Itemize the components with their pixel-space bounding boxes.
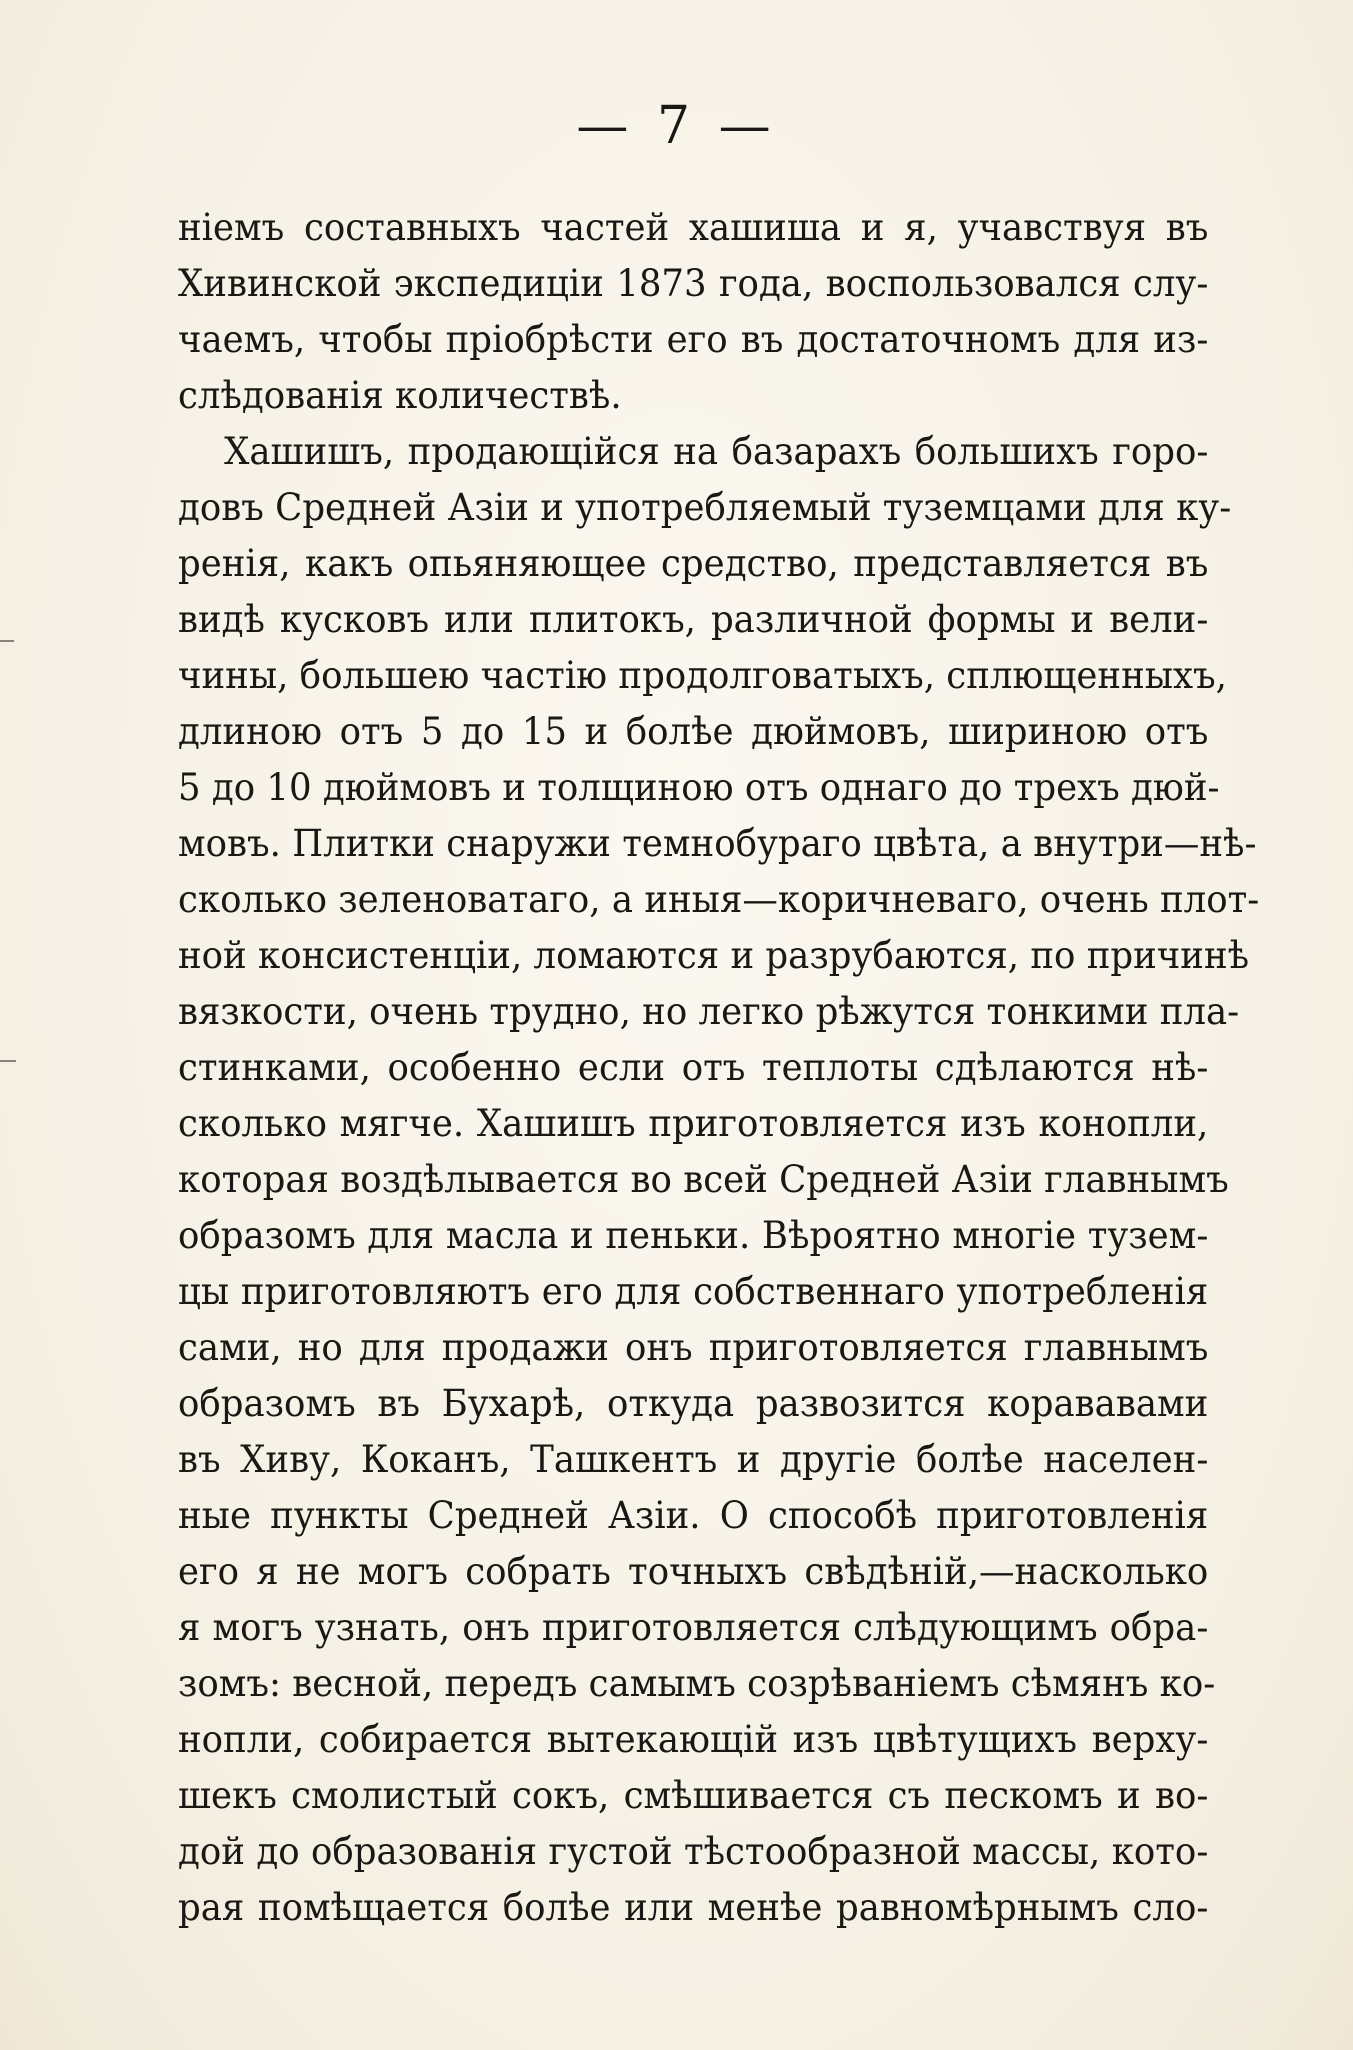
- text-line: стинками, особенно если отъ теплоты сдѣлаются нѣ-: [178, 1046, 1209, 1089]
- text-line: вязкости, очень трудно, но легко рѣжутся тонкими пла-: [178, 990, 1240, 1033]
- text-line: чины, большею частію продолговатыхъ, сплющенныхъ,: [178, 654, 1227, 697]
- text-line: сами, но для продажи онъ приготовляется главнымъ: [178, 1326, 1209, 1369]
- text-line: сколько зеленоватаго, а иныя—коричневаго, очень плот-: [178, 878, 1260, 921]
- text-line: Хивинской экспедиціи 1873 года, воспользовался слу-: [178, 262, 1209, 305]
- text-line: сколько мягче. Хашишъ приготовляется изъ конопли,: [178, 1102, 1209, 1145]
- text-line: я могъ узнать, онъ приготовляется слѣдующимъ обра-: [178, 1606, 1209, 1649]
- text-line: ренія, какъ опьяняющее средство, представляется въ: [178, 542, 1209, 585]
- margin-mark: [0, 640, 14, 642]
- text-line: 5 до 10 дюймовъ и толщиною отъ однаго до трехъ дюй-: [178, 766, 1220, 809]
- text-line: довъ Средней Азіи и употребляемый туземцами для ку-: [178, 486, 1232, 529]
- text-line: образомъ въ Бухарѣ, откуда развозится корававами: [178, 1382, 1209, 1425]
- text-line: шекъ смолистый сокъ, смѣшивается съ пескомъ и во-: [178, 1774, 1209, 1817]
- text-line: чаемъ, чтобы пріобрѣсти его въ достаточномъ для из-: [178, 318, 1209, 361]
- text-line: длиною отъ 5 до 15 и болѣе дюймовъ, шириною отъ: [178, 710, 1209, 753]
- text-line: ной консистенціи, ломаются и разрубаются, по причинѣ: [178, 934, 1250, 977]
- text-line: цы приготовляютъ его для собственнаго употребленія: [178, 1270, 1209, 1313]
- text-line: ные пункты Средней Азіи. О способѣ приготовленія: [178, 1494, 1209, 1537]
- text-line: рая помѣщается болѣе или менѣе равномѣрнымъ сло-: [178, 1886, 1209, 1929]
- margin-mark: [0, 1060, 16, 1062]
- text-line: въ Хиву, Коканъ, Ташкентъ и другіе болѣе населен-: [178, 1438, 1209, 1481]
- page-number: — 7 —: [576, 96, 777, 156]
- text-line: Хашишъ, продающійся на базарахъ большихъ горо-: [224, 430, 1209, 473]
- text-line: образомъ для масла и пеньки. Вѣроятно многіе тузем-: [178, 1214, 1209, 1257]
- text-line: нопли, собирается вытекающій изъ цвѣтущихъ верху-: [178, 1718, 1209, 1761]
- body-text: [178, 200, 1260, 1936]
- text-line: его я не могъ собрать точныхъ свѣдѣній,—насколько: [178, 1550, 1209, 1593]
- text-line: которая воздѣлывается во всей Средней Азіи главнымъ: [178, 1158, 1229, 1201]
- text-line: зомъ: весной, передъ самымъ созрѣваніемъ сѣмянъ ко-: [178, 1662, 1216, 1705]
- text-line: мовъ. Плитки снаружи темнобураго цвѣта, а внутри—нѣ-: [178, 822, 1257, 865]
- text-line: слѣдованія количествѣ.: [178, 374, 622, 417]
- text-line: дой до образованія густой тѣстообразной массы, кото-: [178, 1830, 1209, 1873]
- text-line: видѣ кусковъ или плитокъ, различной формы и вели-: [178, 598, 1209, 641]
- text-line: ніемъ составныхъ частей хашиша и я, учавствуя въ: [178, 206, 1209, 249]
